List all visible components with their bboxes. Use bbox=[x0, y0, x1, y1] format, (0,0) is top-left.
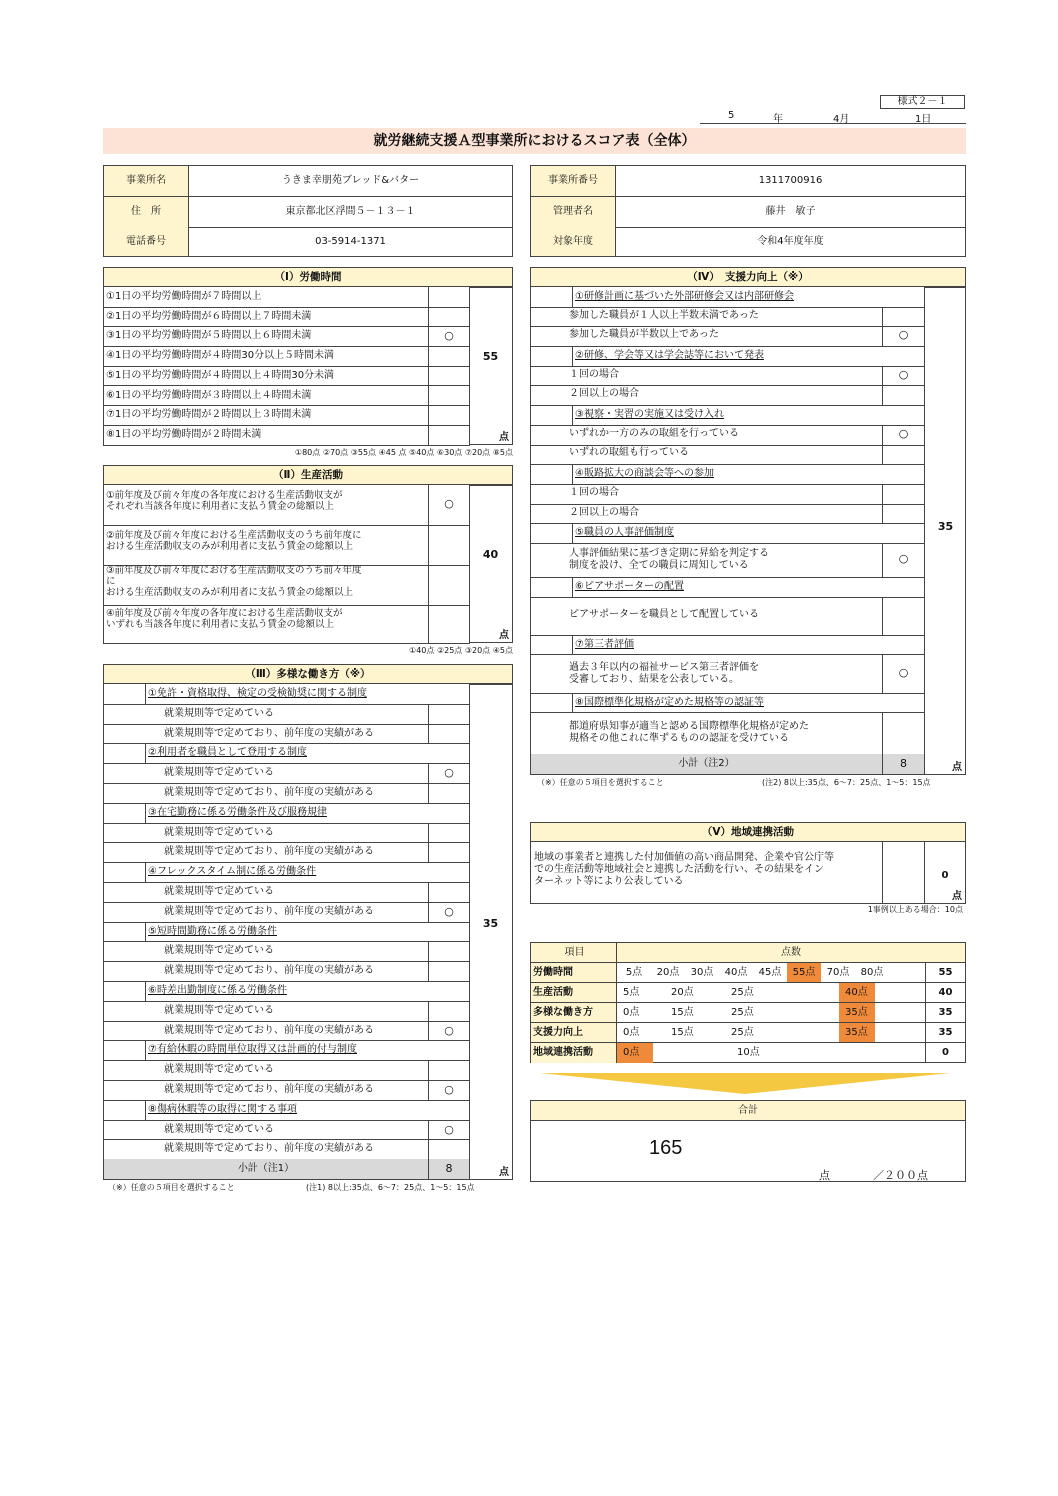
group-header bbox=[103, 922, 470, 943]
group-title: ②利用者を職員として登用する制度 bbox=[148, 747, 307, 759]
blank-cell bbox=[104, 1100, 146, 1120]
summary-option: 25点 bbox=[731, 1027, 754, 1038]
option-text: 就業規則等で定めており、前年度の実績がある bbox=[164, 846, 374, 858]
criteria-text: ③前年度及び前々年度における生産活動収支のうち前々年度 に おける生産活動収支のみが利用者に支払う賃金の総額以上 bbox=[106, 565, 362, 598]
group-header bbox=[530, 635, 925, 656]
option-row bbox=[103, 1139, 470, 1160]
info-value: 1311700916 bbox=[758, 175, 823, 186]
divider bbox=[428, 1139, 429, 1159]
check-mark: ○ bbox=[444, 1083, 454, 1096]
info-left bbox=[103, 165, 513, 257]
criteria-row bbox=[103, 485, 470, 526]
unit-label: 点 bbox=[952, 891, 962, 902]
summary-total: 40 bbox=[925, 983, 965, 1002]
info-right bbox=[530, 165, 966, 257]
note-left: （※）任意の５項目を選択すること bbox=[108, 1183, 235, 1192]
group-header bbox=[530, 346, 925, 367]
group-header bbox=[530, 577, 925, 598]
score-cell bbox=[469, 485, 513, 643]
summary-option: 10点 bbox=[737, 1047, 760, 1058]
option-row bbox=[103, 941, 470, 962]
option-row bbox=[530, 597, 925, 636]
check-mark: ○ bbox=[444, 766, 454, 780]
info-key: 事業所名 bbox=[104, 166, 189, 196]
option-row bbox=[530, 425, 925, 446]
check-mark: ○ bbox=[444, 1023, 454, 1037]
info-key: 管理者名 bbox=[531, 197, 616, 227]
blank-cell bbox=[104, 743, 146, 763]
criteria-row bbox=[103, 525, 470, 566]
summary-option: 5点 bbox=[625, 967, 643, 978]
subtotal-row bbox=[103, 1159, 470, 1180]
summary-label: 多様な働き方 bbox=[531, 1003, 617, 1022]
summary-total: 0 bbox=[925, 1043, 965, 1063]
option-text: 就業規則等で定めており、前年度の実績がある bbox=[164, 1084, 374, 1095]
option-row bbox=[530, 504, 925, 525]
summary-option: 15点 bbox=[671, 1007, 694, 1018]
info-row bbox=[104, 166, 512, 197]
blank-cell bbox=[104, 803, 146, 823]
option-text: 参加した職員が１人以上半数未満であった bbox=[569, 309, 759, 321]
summary-label: 生産活動 bbox=[531, 983, 617, 1002]
option-text: ２回以上の場合 bbox=[569, 506, 639, 518]
group-header bbox=[103, 862, 470, 883]
group-title: ⑤短時間勤務に係る労働条件 bbox=[148, 925, 277, 937]
option-text: １回の場合 bbox=[569, 368, 619, 380]
option-text: いずれか一方のみの取組を行っている bbox=[569, 427, 739, 439]
divider bbox=[428, 425, 429, 445]
blank-cell bbox=[531, 523, 573, 543]
info-row bbox=[104, 227, 512, 256]
summary-option: 25点 bbox=[731, 1007, 754, 1018]
summary-label: 地域連携活動 bbox=[531, 1043, 617, 1063]
check-mark: ○ bbox=[444, 1122, 454, 1136]
blank-cell bbox=[531, 346, 573, 366]
info-value: 藤井 敏子 bbox=[765, 205, 816, 217]
summary-option: 0点 bbox=[623, 1007, 640, 1018]
summary-option: 25点 bbox=[731, 987, 754, 998]
blank-cell bbox=[531, 287, 573, 307]
option-text: ２回以上の場合 bbox=[569, 388, 639, 400]
form-number: 様式２－１ bbox=[880, 95, 965, 109]
section-title: （Ⅳ） 支援力向上（※） bbox=[530, 267, 966, 287]
option-row bbox=[103, 1021, 470, 1042]
option-text: いずれの取組も行っている bbox=[569, 447, 689, 459]
date-month: 4月 bbox=[833, 114, 850, 125]
option-text: 就業規則等で定めている bbox=[164, 707, 274, 719]
section-title: （Ⅱ）生産活動 bbox=[103, 465, 513, 485]
option-text: 就業規則等で定めており、前年度の実績がある bbox=[164, 787, 374, 798]
option-row bbox=[103, 724, 470, 745]
option-text: 人事評価結果に基づき定期に昇給を判定する 制度を設け、全ての職員に周知している bbox=[569, 548, 769, 572]
divider bbox=[428, 941, 429, 961]
group-title: ②研修、学会等又は学会誌等において発表 bbox=[575, 350, 764, 362]
summary-row bbox=[531, 1023, 965, 1043]
option-row bbox=[530, 366, 925, 387]
summary-option: 5点 bbox=[623, 987, 640, 998]
check-mark: ○ bbox=[898, 328, 909, 342]
subtotal-label: 小計（注2） bbox=[678, 758, 735, 770]
option-text: 就業規則等で定めており、前年度の実績がある bbox=[164, 1024, 374, 1036]
option-row bbox=[103, 763, 470, 784]
divider bbox=[882, 386, 883, 406]
divider bbox=[882, 712, 883, 754]
subtotal-value: 8 bbox=[900, 757, 907, 771]
group-header bbox=[103, 1100, 470, 1121]
option-row bbox=[103, 882, 470, 903]
total-box bbox=[530, 1100, 966, 1182]
summary-row bbox=[531, 983, 965, 1003]
group-title: ⑥ピアサポーターの配置 bbox=[575, 581, 684, 593]
divider bbox=[428, 405, 429, 425]
score-cell bbox=[924, 287, 966, 775]
divider bbox=[428, 565, 429, 605]
down-arrow-icon bbox=[540, 1070, 950, 1096]
divider bbox=[882, 445, 883, 465]
score-value: 40 bbox=[482, 548, 499, 561]
option-row bbox=[103, 1120, 470, 1141]
criteria-row: ⑤1日の平均労働時間が４時間以上４時間30分未満 bbox=[103, 366, 470, 387]
community-row bbox=[530, 842, 966, 904]
check-mark: ○ bbox=[898, 367, 909, 381]
summary-option: 35点 bbox=[839, 1003, 875, 1022]
info-row bbox=[531, 197, 965, 228]
total-value: 165 bbox=[649, 1137, 683, 1159]
criteria-text: ④前年度及び前々年度の各年度における生産活動収支が いずれも当該各年度に利用者に支払う賃金の総額以上 bbox=[106, 608, 343, 630]
date-year-label: 年 bbox=[773, 114, 783, 125]
info-value: 東京都北区浮間５－１３－１ bbox=[285, 205, 416, 217]
blank-cell bbox=[104, 684, 146, 704]
option-row bbox=[530, 386, 925, 407]
option-text: 就業規則等で定めており、前年度の実績がある bbox=[164, 905, 374, 917]
divider bbox=[428, 1060, 429, 1080]
option-row bbox=[530, 543, 925, 578]
group-header bbox=[103, 803, 470, 824]
option-row bbox=[530, 655, 925, 694]
summary-option: 0点 bbox=[623, 1027, 640, 1038]
option-row bbox=[103, 783, 470, 804]
check-mark: ○ bbox=[898, 426, 909, 440]
blank-cell bbox=[531, 577, 573, 597]
option-text: 就業規則等で定めており、前年度の実績がある bbox=[164, 965, 374, 977]
criteria-row: ②1日の平均労働時間が６時間以上７時間未満 bbox=[103, 307, 470, 328]
info-value: 03-5914-1371 bbox=[315, 236, 386, 247]
divider bbox=[428, 1001, 429, 1021]
group-title: ③視察・実習の実施又は受け入れ bbox=[575, 409, 724, 421]
group-title: ⑤職員の人事評価制度 bbox=[575, 527, 674, 539]
subtotal-value: 8 bbox=[445, 1162, 453, 1176]
unit-label: 点 bbox=[499, 630, 509, 641]
blank-cell bbox=[531, 405, 573, 425]
divider bbox=[428, 882, 429, 902]
info-key: 電話番号 bbox=[104, 227, 189, 256]
summary-grid bbox=[530, 942, 966, 1063]
criteria-text: ①前年度及び前々年度の各年度における生産活動収支が それぞれ当該各年度に利用者に支払う賃金の総額以上 bbox=[106, 490, 343, 512]
info-row bbox=[104, 197, 512, 228]
subtotal-row bbox=[530, 754, 925, 775]
note-right: (注1) 8以上:35点、6～7：25点、1～5：15点 bbox=[306, 1183, 475, 1192]
note-left: （※）任意の５項目を選択すること bbox=[537, 777, 664, 787]
info-key: 住 所 bbox=[104, 197, 189, 227]
summary-option: 0点 bbox=[617, 1043, 653, 1063]
summary-option: 45点 bbox=[758, 967, 782, 978]
blank-cell bbox=[531, 635, 573, 655]
info-key: 対象年度 bbox=[531, 227, 616, 256]
criteria-row: ⑦1日の平均労働時間が２時間以上３時間未満 bbox=[103, 405, 470, 426]
total-unit: 点 bbox=[819, 1169, 830, 1182]
divider bbox=[882, 597, 883, 635]
date-day: 1日 bbox=[915, 114, 932, 125]
divider bbox=[428, 366, 429, 386]
summary-label: 支援力向上 bbox=[531, 1023, 617, 1042]
group-header bbox=[530, 464, 925, 485]
page-title: 就労継続支援Ａ型事業所におけるスコア表（全体） bbox=[103, 128, 966, 154]
info-key: 事業所番号 bbox=[531, 166, 616, 196]
group-title: ⑦有給休暇の時間単位取得又は計画的付与制度 bbox=[148, 1044, 357, 1056]
summary-option: 70点 bbox=[826, 967, 850, 978]
option-row bbox=[530, 484, 925, 505]
section-title: （Ⅲ）多様な働き方（※） bbox=[103, 664, 513, 684]
blank-cell bbox=[531, 464, 573, 484]
criteria-row: ⑥1日の平均労働時間が３時間以上４時間未満 bbox=[103, 386, 470, 407]
criteria-row: ④1日の平均労働時間が４時間30分以上５時間未満 bbox=[103, 346, 470, 367]
blank-cell bbox=[104, 981, 146, 1001]
divider bbox=[882, 504, 883, 524]
divider bbox=[882, 307, 883, 327]
option-row bbox=[530, 445, 925, 466]
summary-header bbox=[531, 943, 965, 963]
group-title: ⑧傷病休暇等の取得に関する事項 bbox=[148, 1103, 297, 1115]
summary-row bbox=[531, 963, 965, 983]
group-title: ③在宅勤務に係る労働条件及び服務規律 bbox=[148, 806, 327, 818]
group-header bbox=[103, 684, 470, 705]
group-header bbox=[530, 523, 925, 544]
blank-cell bbox=[104, 922, 146, 942]
summary-total: 55 bbox=[925, 963, 965, 982]
score-value: 35 bbox=[937, 520, 954, 533]
summary-option: 40点 bbox=[724, 967, 748, 978]
option-row bbox=[103, 704, 470, 725]
check-mark: ○ bbox=[444, 329, 454, 343]
criteria-row bbox=[103, 565, 470, 606]
group-header bbox=[530, 405, 925, 426]
note-right: (注2) 8以上:35点、6～7：25点、1～5：15点 bbox=[762, 777, 931, 787]
option-text: 参加した職員が半数以上であった bbox=[569, 329, 719, 341]
blank-cell bbox=[104, 862, 146, 882]
option-text: 就業規則等で定めている bbox=[164, 1064, 274, 1076]
total-label: 合計 bbox=[531, 1101, 965, 1121]
option-row bbox=[103, 823, 470, 844]
summary-option: 55点 bbox=[787, 963, 821, 982]
option-text: １回の場合 bbox=[569, 486, 619, 498]
summary-option: 80点 bbox=[860, 967, 884, 978]
score-legend: 1事例以上ある場合：10点 bbox=[867, 905, 963, 914]
score-cell bbox=[469, 287, 513, 445]
check-mark: ○ bbox=[898, 552, 909, 566]
summary-total: 35 bbox=[925, 1023, 965, 1042]
unit-label: 点 bbox=[499, 1167, 509, 1178]
group-title: ①免許・資格取得、検定の受検勧奨に関する制度 bbox=[148, 688, 367, 699]
option-row bbox=[103, 961, 470, 982]
option-text: 就業規則等で定めている bbox=[164, 945, 274, 957]
option-row bbox=[530, 307, 925, 328]
divider bbox=[428, 307, 429, 327]
divider bbox=[428, 386, 429, 406]
score-cell bbox=[469, 684, 513, 1180]
summary-option: 20点 bbox=[656, 967, 680, 978]
summary-label: 労働時間 bbox=[531, 963, 617, 982]
option-row bbox=[530, 326, 925, 347]
group-title: ①研修計画に基づいた外部研修会又は内部研修会 bbox=[575, 291, 794, 302]
info-value: うきま幸朋苑ブレッド&バター bbox=[281, 175, 420, 186]
option-row bbox=[103, 842, 470, 863]
option-text: 就業規則等で定めている bbox=[164, 767, 274, 779]
group-header bbox=[530, 693, 925, 714]
option-text: 就業規則等で定めている bbox=[164, 1123, 274, 1135]
divider bbox=[428, 783, 429, 803]
summary-option: 40点 bbox=[839, 983, 875, 1002]
criteria-text: ②前年度及び前々年度における生産活動収支のうち前年度に おける生産活動収支のみが利用者に支払う賃金の総額以上 bbox=[106, 530, 362, 552]
group-header bbox=[103, 1040, 470, 1061]
group-title: ④フレックスタイム制に係る労働条件 bbox=[148, 866, 317, 878]
criteria-row bbox=[103, 605, 470, 644]
option-text: 就業規則等で定めており、前年度の実績がある bbox=[164, 727, 374, 739]
summary-option: 30点 bbox=[690, 967, 714, 978]
option-text: 就業規則等で定めており、前年度の実績がある bbox=[164, 1143, 374, 1155]
score-legend: ①40点 ②25点 ③20点 ④5点 bbox=[409, 646, 513, 655]
unit-label: 点 bbox=[499, 432, 509, 443]
blank-cell bbox=[104, 1040, 146, 1060]
option-row bbox=[103, 1080, 470, 1101]
score-value: 55 bbox=[482, 350, 499, 363]
group-title: ⑦第三者評価 bbox=[575, 638, 634, 650]
divider bbox=[428, 823, 429, 843]
unit-label: 点 bbox=[952, 761, 962, 773]
option-text: 就業規則等で定めている bbox=[164, 1004, 274, 1016]
summary-head-points: 点数 bbox=[781, 947, 801, 958]
divider bbox=[428, 724, 429, 744]
option-text: 都道府県知事が適当と認める国際標準化規格が定めた 規格その他これに準ずるものの認証を受けている bbox=[569, 721, 809, 745]
divider bbox=[882, 484, 883, 504]
check-mark: ○ bbox=[444, 904, 454, 918]
divider bbox=[428, 605, 429, 643]
summary-option: 15点 bbox=[671, 1027, 694, 1038]
summary-option: 20点 bbox=[671, 987, 694, 998]
score-value: 35 bbox=[482, 917, 499, 930]
option-row bbox=[103, 1060, 470, 1081]
blank-cell bbox=[531, 693, 573, 713]
date-year: 5 bbox=[728, 110, 735, 121]
criteria-row: ⑧1日の平均労働時間が２時間未満 bbox=[103, 425, 470, 446]
divider bbox=[428, 525, 429, 565]
community-text: 地域の事業者と連携した付加価値の高い商品開発、企業や官公庁等 での生産活動等地域社会と連携した活動を行い、その結果をイン ターネット等により公表している bbox=[534, 852, 834, 887]
option-text: 就業規則等で定めている bbox=[164, 886, 274, 897]
option-row bbox=[103, 1001, 470, 1022]
divider bbox=[428, 704, 429, 724]
score-legend: ①80点 ②70点 ③55点 ④45 点 ⑤40点 ⑥30点 ⑦20点 ⑧5点 bbox=[294, 448, 513, 457]
summary-row bbox=[531, 1043, 965, 1063]
date-line bbox=[700, 110, 966, 124]
divider bbox=[428, 346, 429, 366]
option-text: ピアサポーターを職員として配置している bbox=[569, 608, 759, 620]
option-row bbox=[103, 902, 470, 923]
option-text: 過去３年以内の福祉サービス第三者評価を 受審しており、結果を公表している。 bbox=[569, 661, 759, 685]
group-title: ⑥時差出勤制度に係る労働条件 bbox=[148, 985, 287, 996]
divider bbox=[428, 961, 429, 981]
group-title: ⑧国際標準化規格が定めた規格等の認証等 bbox=[575, 696, 764, 708]
option-text: 就業規則等で定めている bbox=[164, 826, 274, 838]
total-max: ／２００点 bbox=[873, 1169, 928, 1182]
option-row bbox=[530, 712, 925, 755]
score-value: 0 bbox=[941, 870, 949, 881]
criteria-row: ①1日の平均労働時間が７時間以上 bbox=[103, 287, 470, 308]
summary-row bbox=[531, 1003, 965, 1023]
info-row bbox=[531, 227, 965, 256]
check-mark: ○ bbox=[444, 497, 454, 510]
divider bbox=[882, 842, 883, 903]
section-title: （Ⅰ）労働時間 bbox=[103, 267, 513, 287]
criteria-row: ③1日の平均労働時間が５時間以上６時間未満 ○ bbox=[103, 326, 470, 347]
summary-option: 35点 bbox=[839, 1023, 875, 1042]
divider bbox=[428, 287, 429, 307]
summary-total: 35 bbox=[925, 1003, 965, 1022]
group-header bbox=[103, 743, 470, 764]
divider bbox=[428, 842, 429, 862]
group-header bbox=[103, 981, 470, 1002]
info-value: 令和4年度年度 bbox=[757, 236, 824, 247]
group-header bbox=[530, 287, 925, 308]
summary-head-item: 項目 bbox=[531, 943, 617, 962]
group-title: ④販路拡大の商談会等への参加 bbox=[575, 468, 714, 480]
check-mark: ○ bbox=[898, 665, 909, 679]
subtotal-label: 小計（注1） bbox=[237, 1163, 295, 1175]
section-title: （Ⅴ）地域連携活動 bbox=[530, 822, 966, 842]
info-row bbox=[531, 166, 965, 197]
